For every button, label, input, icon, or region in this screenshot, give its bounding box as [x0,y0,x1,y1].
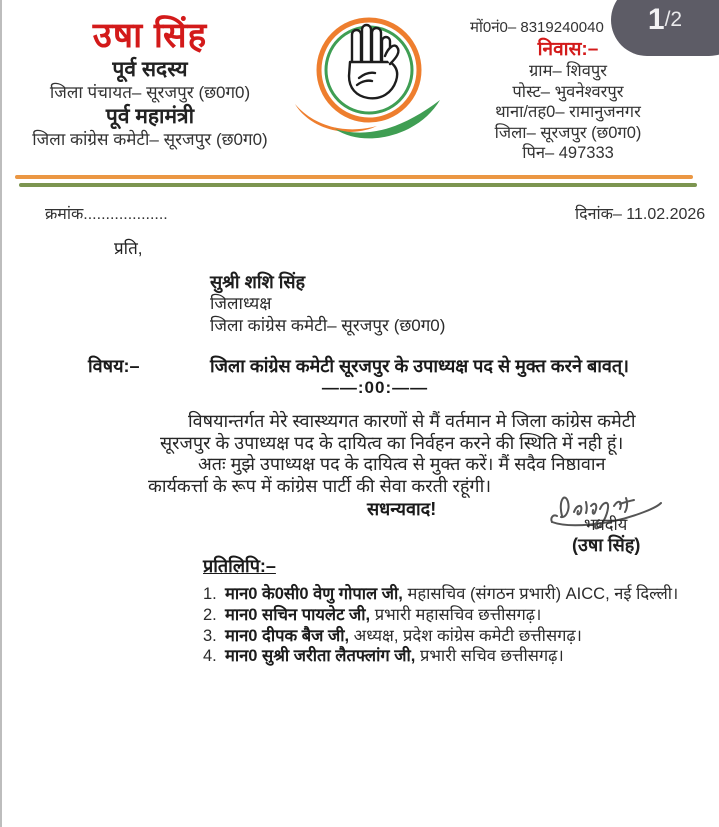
residence-village: ग्राम– शिवपुर [529,62,607,80]
body-line: अतः मुझे उपाध्यक्ष पद के दायित्व से मुक्त करें। मैं सदैव निष्ठावान [198,454,606,474]
page-total: /2 [664,8,683,31]
item-number: 1. [203,585,217,603]
item-name: मान0 सचिन पायलेट जी, [225,605,371,624]
item-designation: प्रभारी सचिव छत्तीसगढ़। [415,647,564,666]
item-name: मान0 के0सी0 वेणु गोपाल जी, [225,585,403,603]
body-line: सूरजपुर के उपाध्यक्ष पद के दायित्व का निर्वहन करने की स्थिति में नही हूं। [160,432,624,453]
sender-subtitle-2: जिला कांग्रेस कमेटी– सूरजपुर (छ0ग0) [32,130,268,149]
item-number: 2. [203,605,217,624]
sender-title-2: पूर्व महामंत्री [105,105,195,128]
addressee-title: जिलाध्यक्ष [210,294,272,313]
residence-thana: थाना/तह0– रामानुजनगर [495,103,641,121]
sender-title-1: पूर्व सदस्य [112,58,188,81]
item-designation: अध्यक्ष, प्रदेश कांग्रेस कमेटी छत्तीसगढ़। [349,626,582,645]
subject-separator: ——:00:—— [321,378,429,397]
copy-to-label: प्रतिलिपि:– [203,556,276,576]
congress-hand-logo-icon [293,12,443,148]
item-number: 3. [203,626,217,645]
page-current: 1 [647,3,665,36]
list-item [203,646,678,667]
subject-label: विषय:– [88,356,140,376]
item-number: 4. [203,647,217,666]
divider-saffron-line [15,175,693,179]
serial-number-field: क्रमांक................... [45,206,168,223]
list-item [203,605,678,626]
residence-label: निवास:– [537,39,599,60]
residence-pin: पिन– 497333 [522,144,614,162]
subject-text: जिला कांग्रेस कमेटी सूरजपुर के उपाध्यक्ष पद से मुक्त करने बावत्। [210,356,630,376]
signatory-name: (उषा सिंह) [572,535,641,555]
list-item [203,626,678,647]
mobile-number: मों0नं0– 8319240040 [470,19,604,36]
letter-date: दिनांक– 11.02.2026 [575,206,706,223]
addressee-name: सुश्री शशि सिंह [210,272,306,292]
item-designation: महासचिव (संगठन प्रभारी) AICC, नई दिल्ली। [402,585,679,603]
letterhead-right [442,18,694,164]
item-name: मान0 सुश्री जरीता लैतफ्लांग जी, [225,647,416,666]
salutation: प्रति, [114,239,143,258]
thanks-line: सधन्यवाद! [367,499,437,519]
letterhead-left [0,16,300,150]
item-name: मान0 दीपक बैज जी, [225,626,350,645]
item-designation: प्रभारी महासचिव छत्तीसगढ़। [370,605,542,624]
list-item [203,584,678,605]
divider-green-line [19,183,697,187]
sender-name: उषा सिंह [92,16,208,55]
body-line: कार्यकर्त्ता के रूप में कांग्रेस पार्टी की सेवा करती रहूंगी। [148,475,492,496]
residence-district: जिला– सूरजपुर (छ0ग0) [494,123,642,142]
closing-word: भवदीय [584,516,628,534]
residence-post: पोस्ट– भुवनेश्वरपुर [512,82,624,101]
body-line: विषयान्तर्गत मेरे स्वास्थ्यगत कारणों से मैं वर्तमान मे जिला कांग्रेस कमेटी [188,411,636,431]
addressee-org: जिला कांग्रेस कमेटी– सूरजपुर (छ0ग0) [210,316,446,335]
sender-subtitle-1: जिला पंचायत– सूरजपुर (छ0ग0) [49,83,251,102]
addressee-block [210,271,445,337]
copy-to-block [203,554,678,667]
